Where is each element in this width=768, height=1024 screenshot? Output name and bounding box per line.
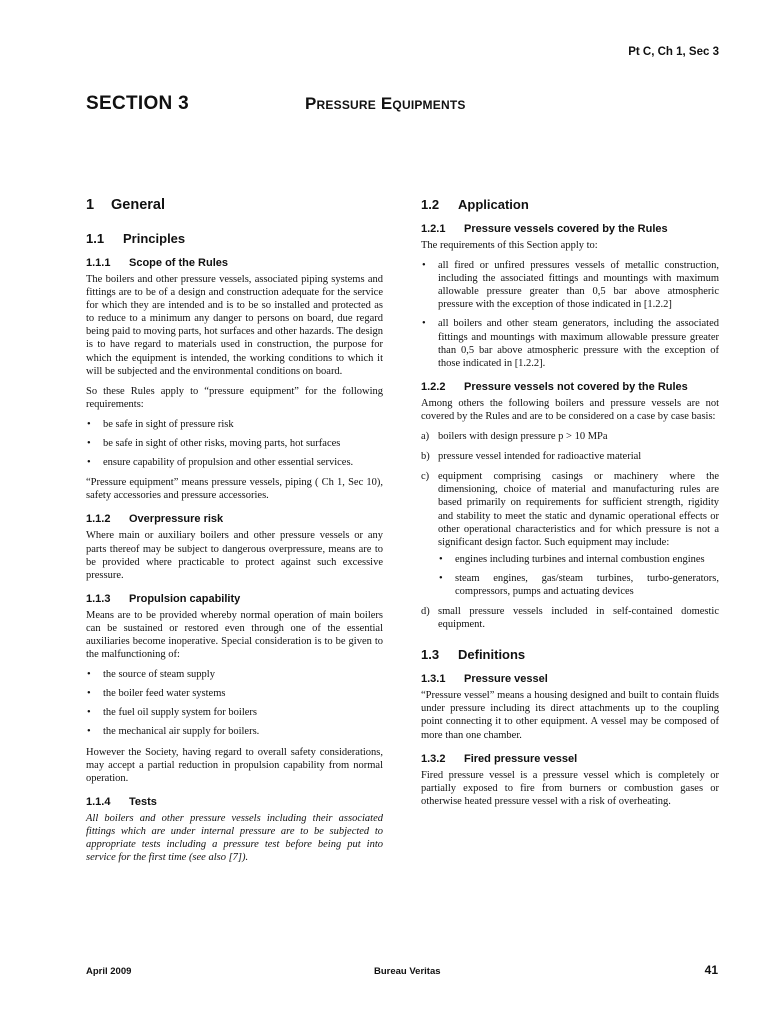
heading-title: General	[111, 197, 165, 213]
heading-1-1-2	[86, 513, 383, 525]
heading-1-1-4	[86, 796, 383, 808]
heading-title: Propulsion capability	[129, 592, 241, 605]
list-item-text: equipment comprising casings or machinery where the dimensioning, choice of material and manufacturing rules are based primarily on requirements for sufficient strength, rigidity and stability to meet the static and dynamic operational effects or other operational characteristics and for which pressure is not a significant design factor. Such equipment may include:	[438, 471, 719, 548]
heading-number: 1.3	[421, 647, 440, 663]
list-item-text: pressure vessel intended for radioactive material	[438, 451, 642, 463]
heading-title: Principles	[123, 231, 186, 246]
heading-title: Pressure vessels covered by the Rules	[464, 223, 668, 235]
page-reference: Pt C, Ch 1, Sec 3	[628, 46, 719, 58]
list-marker: a)	[421, 431, 430, 443]
paragraph: Means are to be provided whereby normal operation of main boilers can be sustained or restored even through one of the essential auxiliaries become inoperative. Special consideration is to be given to the malfunctioning of:	[86, 609, 383, 661]
list-item: • ensure capability of propulsion and other essential services.	[86, 456, 383, 469]
list-item: • engines including turbines and internal combustion engines	[438, 553, 719, 566]
heading-title: Pressure vessel	[464, 673, 548, 686]
paragraph: “Pressure equipment” means pressure vessels, piping ( Ch 1, Sec 10), safety accessories and pressure accessories.	[86, 477, 383, 502]
heading-number: 1.3.1	[421, 673, 446, 686]
heading-number: 1.1.2	[86, 513, 111, 526]
footer-date: April 2009	[86, 966, 132, 977]
paragraph: “Pressure vessel” means a housing designed and built to contain fluids under pressure including its direct attachments up to the coupling point connecting it to other equipment. A vessel may be composed of more than one chamber.	[421, 690, 719, 741]
left-column	[86, 197, 383, 871]
heading-number: 1.1.1	[86, 257, 111, 269]
heading-number: 1	[86, 197, 95, 213]
heading-title: Application	[458, 197, 529, 212]
list-item: • be safe in sight of pressure risk	[86, 418, 383, 431]
heading-1-3	[421, 647, 719, 662]
paragraph: Where main or auxiliary boilers and other pressure vessels or any parts thereof may be subject to dangerous overpressure, means are to be provided where practicable to protect against such excessive pressure.	[86, 530, 383, 581]
heading-title: Definitions	[458, 647, 526, 663]
list-item-text: small pressure vessels included in self-contained domestic equipment.	[438, 606, 719, 631]
list-item: • all fired or unfired pressures vessels of metallic construction, including the associated fittings and mountings with maximum allowable pressure greater than 0,5 bar above atmospheric pressure with the exception of those indicated in [1.2.2]	[421, 259, 719, 311]
bullet-list	[86, 668, 383, 738]
list-item: • be safe in sight of other risks, moving parts, hot surfaces	[86, 437, 383, 450]
bullet-list	[86, 418, 383, 469]
heading-1	[86, 197, 383, 213]
page-number: 41	[704, 963, 718, 977]
heading-1-1-1	[86, 257, 383, 269]
section-label: SECTION 3	[86, 93, 189, 114]
list-item: • steam engines, gas/steam turbines, turbo-generators, compressors, pumps and actuating devices	[438, 572, 719, 598]
paragraph: So these Rules apply to “pressure equipment” for the following requirements:	[86, 385, 383, 410]
list-item	[421, 430, 719, 443]
heading-number: 1.1	[86, 231, 105, 246]
heading-number: 1.1.3	[86, 592, 111, 605]
heading-number: 1.2.2	[421, 380, 446, 393]
footer-publisher: Bureau Veritas	[374, 966, 441, 977]
heading-title: Scope of the Rules	[129, 257, 229, 269]
heading-title: Overpressure risk	[129, 513, 224, 526]
paragraph: Among others the following boilers and pressure vessels are not covered by the Rules and are to be considered on a case by case basis:	[421, 397, 719, 422]
heading-1-3-1	[421, 673, 719, 685]
right-column	[421, 197, 719, 815]
list-item-text: boilers with design pressure p > 10 MPa	[438, 431, 608, 443]
heading-1-1-3	[86, 593, 383, 605]
list-item: • the source of steam supply	[86, 668, 383, 681]
list-item: • the fuel oil supply system for boilers	[86, 706, 383, 719]
section-title: Pressure Equipments	[305, 94, 466, 113]
paragraph: However the Society, having regard to overall safety considerations, may accept a partial reduction in propulsion capability from normal operation.	[86, 746, 383, 784]
heading-1-3-2	[421, 753, 719, 765]
heading-number: 1.1.4	[86, 795, 111, 808]
heading-1-1	[86, 231, 383, 246]
heading-title: Fired pressure vessel	[464, 752, 578, 765]
list-marker: c)	[421, 471, 430, 483]
paragraph-italic: All boilers and other pressure vessels including their associated fittings which are under internal pressure are to be subjected to appropriate tests including a pressure test before being put into service for the first time (see also [7]).	[86, 812, 383, 864]
heading-title: Pressure vessels not covered by the Rules	[464, 380, 688, 393]
lettered-list	[421, 430, 719, 631]
paragraph: Fired pressure vessel is a pressure vessel which is completely or partially exposed to fire from burners or combustion gases or otherwise heated pressure vessel with a risk of overheating.	[421, 769, 719, 807]
heading-1-2	[421, 197, 719, 212]
heading-number: 1.2	[421, 197, 440, 212]
sub-bullet-list	[438, 553, 719, 598]
heading-1-2-1	[421, 223, 719, 235]
list-item	[421, 605, 719, 631]
heading-title: Tests	[129, 795, 157, 808]
paragraph: The boilers and other pressure vessels, associated piping systems and fittings are to be of a design and construction adequate for the service for which they are intended and is to be so installed and protected as to reduce to a minimum any danger to persons on board, due regard being paid to moving parts, hot surfaces and other hazards. The design is to have regard to materials used in construction, the purpose for which the equipment is intended, the working conditions to which it will be subjected and the environmental conditions on board.	[86, 274, 383, 377]
list-marker: b)	[421, 451, 430, 463]
list-item	[421, 450, 719, 463]
heading-number: 1.2.1	[421, 223, 446, 235]
heading-1-2-2	[421, 381, 719, 393]
heading-number: 1.3.2	[421, 752, 446, 765]
list-item	[421, 470, 719, 598]
paragraph: The requirements of this Section apply to:	[421, 240, 598, 251]
list-item: • all boilers and other steam generators, including the associated fittings and mountings with maximum allowable pressure greater than 0,5 bar above atmospheric pressure with the exception of those indicated in [1.2.2].	[421, 317, 719, 369]
list-item: • the mechanical air supply for boilers.	[86, 725, 383, 738]
list-item: • the boiler feed water systems	[86, 687, 383, 700]
bullet-list	[421, 259, 719, 370]
list-marker: d)	[421, 606, 430, 618]
